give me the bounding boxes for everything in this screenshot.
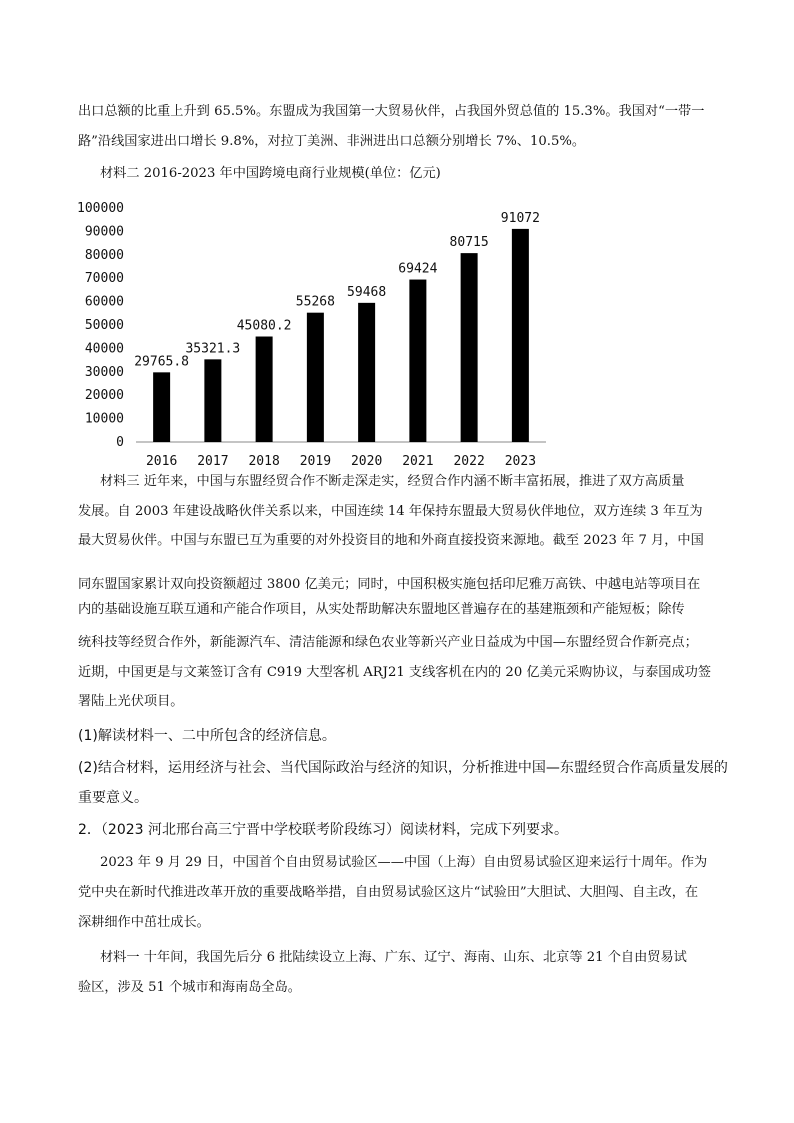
- y-tick-label: 0: [116, 435, 124, 450]
- question-1: (1)解读材料一、二中所包含的经济信息。: [78, 728, 336, 744]
- material2-caption: 材料二 2016-2023 年中国跨境电商行业规模(单位：亿元): [100, 166, 441, 181]
- value-label-2018: 45080.2: [236, 318, 292, 334]
- value-label-2017: 35321.3: [185, 341, 241, 357]
- text-line: 发展。自 2003 年建设战略伙伴关系以来，中国连续 14 年保持东盟最大贸易伙伴地位，双方连续 3 年互为: [78, 504, 703, 519]
- x-tick-label-2023: 2023: [504, 454, 537, 469]
- text-line: 统科技等经贸合作外，新能源汽车、清洁能源和绿色农业等新兴产业日益成为中国—东盟经贸合作新亮点；: [78, 635, 698, 650]
- text-line: 最大贸易伙伴。中国与东盟已互为重要的对外投资目的地和外商直接投资来源地。截至 2023 年 7 月，中国: [78, 533, 704, 548]
- x-tick-label-2018: 2018: [248, 454, 280, 469]
- x-tick-label-2021: 2021: [402, 454, 434, 469]
- bar-2021: [409, 280, 426, 442]
- text-line: 同东盟国家累计双向投资额超过 3800 亿美元；同时，中国积极实施包括印尼雅万高铁、中越电站等项目在: [78, 577, 701, 592]
- y-tick-label: 90000: [84, 224, 124, 240]
- bar-2019: [307, 313, 324, 442]
- bar-2018: [256, 337, 273, 442]
- value-label-2023: 91072: [500, 210, 540, 226]
- y-tick-label: 60000: [84, 294, 124, 310]
- text-line: 出口总额的比重上升到 65.5%。东盟成为我国第一大贸易伙伴，占我国外贸总值的 15.3%。我国对“一带一: [78, 104, 705, 119]
- y-tick-label: 30000: [84, 364, 124, 380]
- text-line: 2023 年 9 月 29 日，中国首个自由贸易试验区——中国（上海）自由贸易试验区迎来运行十周年。作为: [100, 855, 708, 870]
- y-tick-label: 20000: [84, 388, 124, 404]
- bar-2016: [153, 372, 170, 442]
- bar-2017: [204, 359, 221, 442]
- bar-2022: [461, 253, 478, 442]
- text-line: 党中央在新时代推进改革开放的重要战略举措，自由贸易试验区这片“试验田”大胆试、大胆闯、自主改，在: [78, 885, 699, 900]
- y-tick-label: 10000: [84, 411, 124, 427]
- value-label-2016: 29765.8: [134, 354, 190, 370]
- value-label-2022: 80715: [449, 235, 489, 251]
- text-line: 近期，中国更是与文莱签订含有 C919 大型客机 ARJ21 支线客机在内的 20 亿美元采购协议，与泰国成功签: [78, 665, 712, 680]
- text-line: 署陆上光伏项目。: [78, 694, 184, 709]
- y-tick-label: 70000: [84, 271, 124, 287]
- value-label-2019: 55268: [295, 294, 335, 310]
- text-line: 材料一 十年间，我国先后分 6 批陆续设立上海、广东、辽宁、海南、山东、北京等 21 个自由贸易试: [100, 950, 687, 965]
- x-tick-label-2019: 2019: [299, 454, 332, 469]
- value-label-2021: 69424: [398, 261, 438, 277]
- bar-2020: [358, 303, 375, 442]
- bar-2023: [512, 229, 529, 442]
- y-tick-label: 50000: [84, 318, 124, 333]
- text-line: 材料三 近年来，中国与东盟经贸合作不断走深走实，经贸合作内涵不断丰富拓展，推进了双方高质量: [100, 474, 685, 489]
- x-tick-label-2016: 2016: [145, 454, 178, 469]
- text-line: 内的基础设施互联互通和产能合作项目，从实处帮助解决东盟地区普遍存在的基建瓶颈和产能短板；除传: [78, 602, 685, 617]
- x-tick-label-2017: 2017: [197, 454, 229, 469]
- question-heading: 2．（2023 河北邢台高三宁晋中学校联考阶段练习）阅读材料，完成下列要求。: [78, 822, 568, 838]
- value-label-2020: 59468: [347, 284, 387, 300]
- y-tick-label: 40000: [84, 341, 124, 357]
- question-2: (2)结合材料，运用经济与社会、当代国际政治与经济的知识，分析推进中国—东盟经贸合作高质量发展的: [78, 760, 728, 776]
- y-tick-label: 100000: [77, 201, 124, 216]
- text-line: 路”沿线国家进出口增长 9.8%，对拉丁美洲、非洲进出口总额分别增长 7%、10.5%。: [78, 134, 586, 149]
- bar-chart: [70, 192, 560, 472]
- question-2-cont: 重要意义。: [78, 790, 148, 806]
- text-line: 深耕细作中茁壮成长。: [78, 915, 210, 930]
- x-tick-label-2022: 2022: [453, 454, 485, 469]
- y-tick-label: 80000: [84, 247, 124, 263]
- x-tick-label-2020: 2020: [350, 454, 383, 469]
- text-line: 验区，涉及 51 个城市和海南岛全岛。: [78, 980, 301, 995]
